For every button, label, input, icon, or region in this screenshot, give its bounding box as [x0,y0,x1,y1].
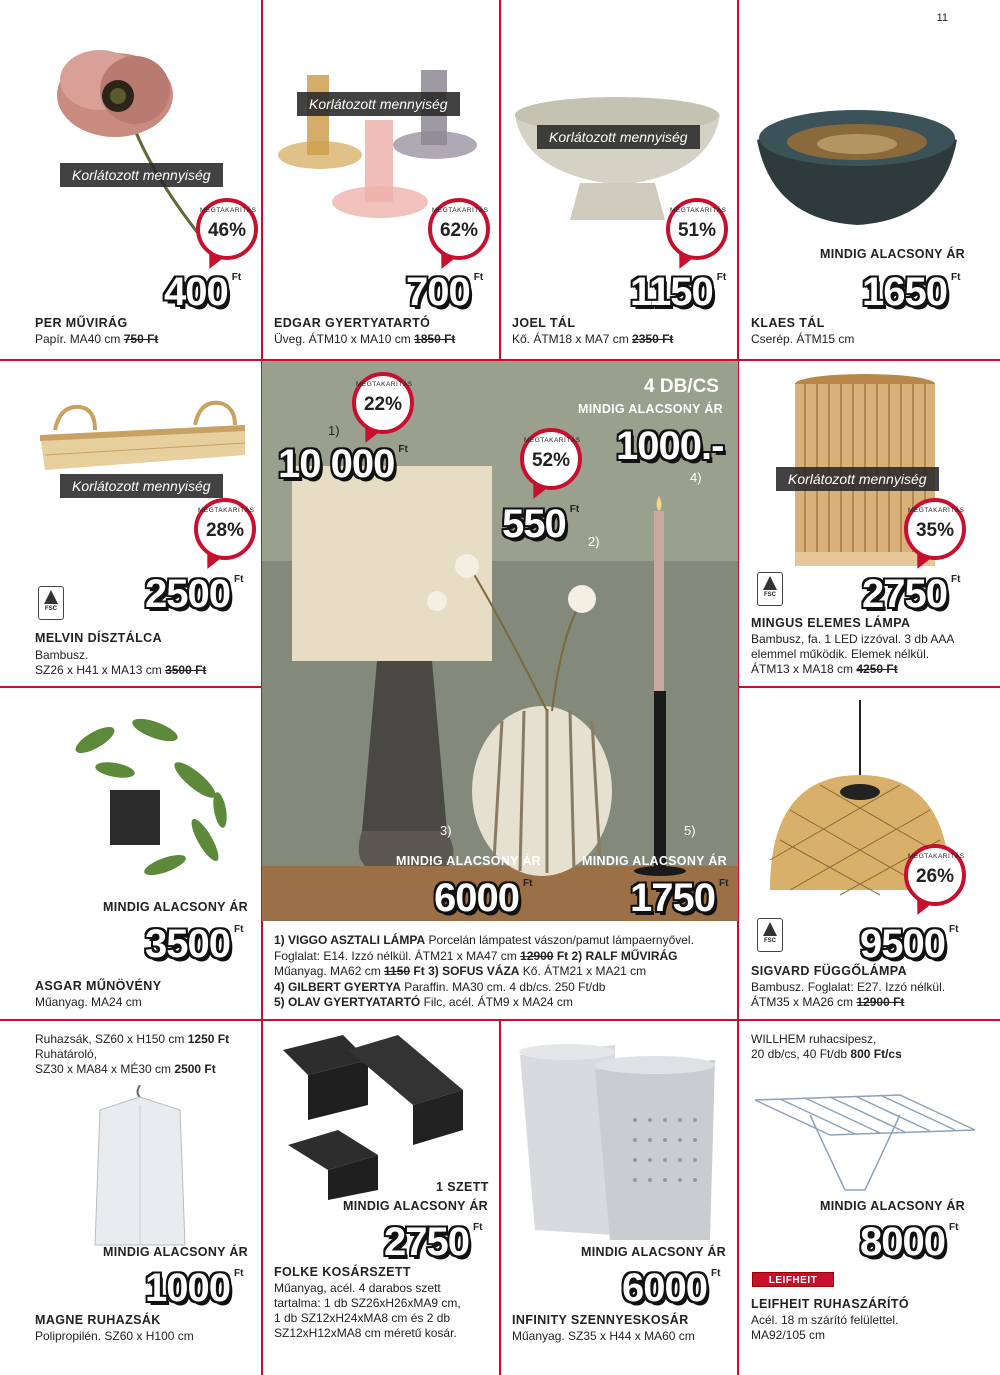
limited-quantity-banner: Korlátozott mennyiség [297,92,460,116]
product-name: MINGUS ELEMES LÁMPA [751,616,911,630]
clothes-dryer-image [750,1085,980,1195]
fsc-logo: FSC [757,918,783,952]
basket-set-image [278,1030,468,1200]
price: 1000.- [616,424,724,468]
divider [499,0,501,360]
garment-bag-image [85,1085,195,1250]
discount-badge: MEGTAKARÍTÁS 28% [194,498,256,560]
discount-badge: MEGTAKARÍTÁS 62% [428,198,490,260]
divider [261,1020,263,1375]
price: 9500 $^{Ft}$ [860,922,959,966]
page-number: 11 [936,12,948,24]
item-number: 1) [328,423,340,438]
product-name: INFINITY SZENNYESKOSÁR [512,1313,689,1327]
item-number: 5) [684,823,696,838]
always-low-price-label: MINDIG ALACSONY ÁR [820,1199,965,1213]
product-name: PER MŰVIRÁG [35,316,128,330]
product-name: KLAES TÁL [751,316,825,330]
pack-label: 4 DB/CS [644,376,719,397]
product-desc: Bambusz. Foglalat: E27. Izzó nélkül. ÁTM35 x MA26 cm 12900 Ft [751,980,946,1009]
fsc-logo: FSC [757,572,783,606]
product-name: SIGVARD FÜGGŐLÁMPA [751,964,908,978]
price: 6000 $^{Ft}$ [622,1266,721,1310]
product-desc: Papír. MA40 cm 750 Ft [35,332,159,346]
price: 2750 $^{Ft}$ [862,572,961,616]
discount-badge: MEGTAKARÍTÁS 22% [352,372,414,434]
product-desc: Polipropilén. SZ60 x H100 cm [35,1329,194,1343]
always-low-price-label: MINDIG ALACSONY ÁR [103,900,248,914]
product-extra-info: WILLHEM ruhacsipesz, 20 db/cs, 40 Ft/db 800 Ft/cs [751,1032,902,1061]
product-name: JOEL TÁL [512,316,576,330]
always-low-price-label: MINDIG ALACSONY ÁR [396,854,541,868]
product-name: LEIFHEIT RUHASZÁRÍTÓ [751,1297,909,1311]
divider [499,1020,501,1375]
product-desc: Bambusz. SZ26 x H41 x MA13 cm 3500 Ft [35,648,207,677]
price: 700 $^{Ft}$ [406,270,484,314]
price: 10 000 $^{Ft}$ [278,442,408,486]
price: 1000 $^{Ft}$ [145,1266,244,1310]
product-desc: Cserép. ÁTM15 cm [751,332,855,346]
laundry-basket-image [515,1040,725,1240]
fsc-logo: FSC [38,586,64,620]
product-desc: Üveg. ÁTM10 x MA10 cm 1850 Ft [274,332,456,346]
product-desc: Acél. 18 m szárító felülettel. MA92/105 cm [751,1313,899,1342]
product-name: FOLKE KOSÁRSZETT [274,1265,411,1279]
set-label: 1 SZETT [436,1180,489,1194]
price: 6000 $^{Ft}$ [434,876,533,920]
discount-badge: MEGTAKARÍTÁS 46% [196,198,258,260]
product-desc: Kő. ÁTM18 x MA7 cm 2350 Ft [512,332,674,346]
product-desc: Műanyag. SZ35 x H44 x MA60 cm [512,1329,695,1343]
divider [0,686,262,688]
discount-badge: MEGTAKARÍTÁS 26% [904,844,966,906]
price: 8000 $^{Ft}$ [860,1220,959,1264]
discount-badge: MEGTAKARÍTÁS 52% [520,428,582,490]
ceramic-bowl-image [752,100,962,230]
poppy-flower-image [40,30,220,260]
price: 1150 $^{Ft}$ [630,270,727,314]
price: 3500 $^{Ft}$ [145,922,244,966]
divider [738,686,1000,688]
always-low-price-label: MINDIG ALACSONY ÁR [820,247,965,261]
item-number: 4) [690,470,702,485]
item-number: 3) [440,823,452,838]
always-low-price-label: MINDIG ALACSONY ÁR [578,402,723,416]
divider [737,0,739,360]
price: 1750 $^{Ft}$ [630,876,729,920]
center-products-description: 1) VIGGO ASZTALI LÁMPA Porcelán lámpatest vászon/pamut lámpaernyővel. Foglalat: E14. Izzó nélkül. ÁTM21 x MA47 cm 12900 Ft 2) RALF MŰVIRÁG Műanyag. MA62 cm 1150 Ft 3) SOFUS VÁZA Kő. ÁTM21 x MA21 cm 4) GILBERT GYERTYA Paraffin. MA30 cm. 4 db/cs. 250 Ft/db 5) OLAV GYERTYATARTÓ Filc, acél. ÁTM9 x MA24 cm [274,933,694,1009]
product-name: MELVIN DÍSZTÁLCA [35,631,162,645]
product-desc: Műanyag, acél. 4 darabos szett tartalma: 1 db SZ26xH26xMA9 cm, 1 db SZ12xH24xMA8 cm és 2 db SZ12xH12xMA8 cm méretű kosár. [274,1281,461,1340]
leifheit-brand-logo: LEIFHEIT [752,1272,834,1287]
discount-badge: MEGTAKARÍTÁS 35% [904,498,966,560]
always-low-price-label: MINDIG ALACSONY ÁR [581,1245,726,1259]
product-name: EDGAR GYERTYATARTÓ [274,316,431,330]
divider [261,0,263,360]
always-low-price-label: MINDIG ALACSONY ÁR [343,1199,488,1213]
limited-quantity-banner: Korlátozott mennyiség [776,467,939,491]
price: 400 $^{Ft}$ [164,270,242,314]
limited-quantity-banner: Korlátozott mennyiség [537,125,700,149]
price: 1650 $^{Ft}$ [862,270,961,314]
discount-badge: MEGTAKARÍTÁS 51% [666,198,728,260]
divider [737,1020,739,1375]
product-desc: Bambusz, fa. 1 LED izzóval. 3 db AAA elemmel működik. Elemek nélkül. ÁTM13 x MA18 cm 4250 Ft [751,632,955,676]
item-number: 2) [588,534,600,549]
limited-quantity-banner: Korlátozott mennyiség [60,474,223,498]
price: 2750 $^{Ft}$ [384,1220,483,1264]
always-low-price-label: MINDIG ALACSONY ÁR [103,1245,248,1259]
price: 550 $^{Ft}$ [502,502,580,546]
always-low-price-label: MINDIG ALACSONY ÁR [582,854,727,868]
product-name: ASGAR MŰNÖVÉNY [35,979,162,993]
bamboo-tray-image [35,395,250,485]
product-name: MAGNE RUHAZSÁK [35,1313,161,1327]
product-extra-info: Ruhazsák, SZ60 x H150 cm 1250 Ft Ruhatároló, SZ30 x MA84 x MÉ30 cm 2500 Ft [35,1032,230,1076]
limited-quantity-banner: Korlátozott mennyiség [60,163,223,187]
price: 2500 $^{Ft}$ [145,572,244,616]
product-desc: Műanyag. MA24 cm [35,995,142,1009]
artificial-plant-image [55,700,245,900]
